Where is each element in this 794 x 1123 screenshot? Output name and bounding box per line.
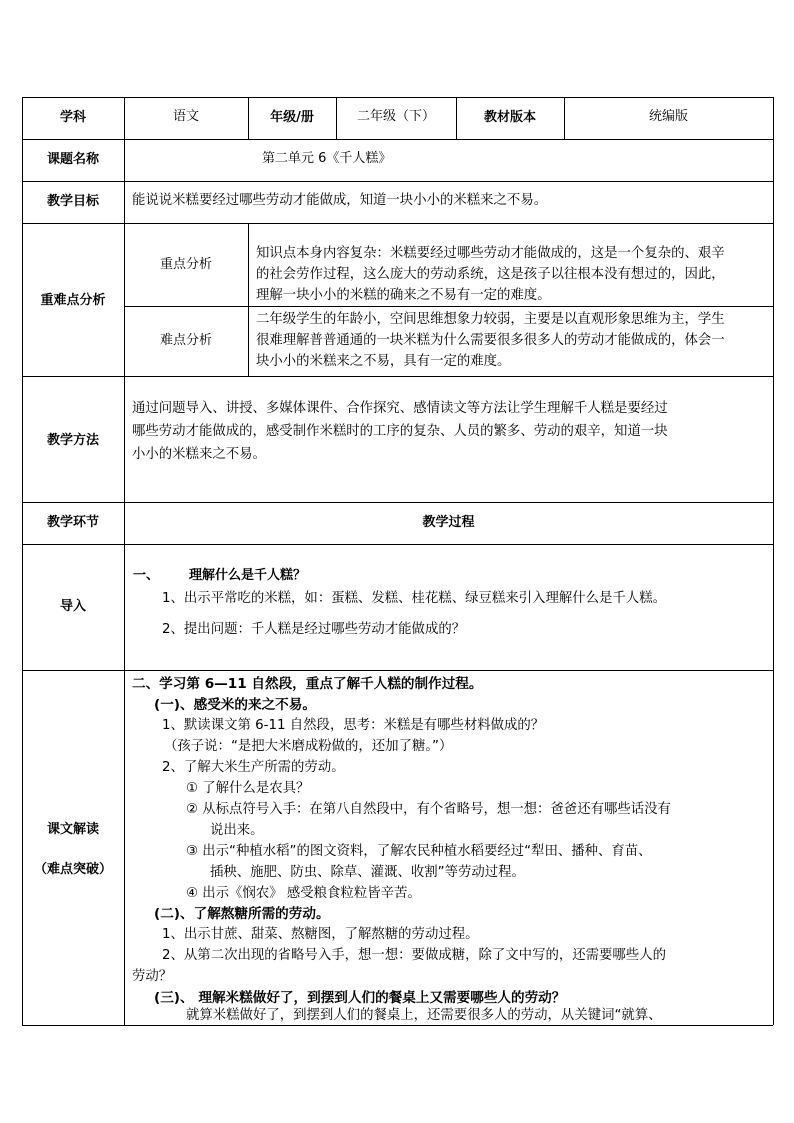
method-text <box>132 397 768 466</box>
topic-label: 课题名称 <box>46 152 99 167</box>
reading-subheading: (二)、了解熬糖所需的劳动。 <box>154 906 330 922</box>
reading-line: 插秧、施肥、防虫、除草、灌溉、收割”等劳动过程。 <box>210 865 525 880</box>
method-line: 小小的米糕来之不易。 <box>132 447 266 462</box>
method-line: 通过问题导入、讲授、多媒体课件、合作探究、感情读文等方法让学生理解千人糕是要经过 <box>132 401 668 416</box>
subject-label: 学科 <box>59 110 86 125</box>
reading-line: 就算米糕做好了，到摆到人们的餐桌上，还需要很多人的劳动，从关键词“就算、 <box>186 1008 662 1023</box>
reading-line: 1、默读课文第 6-11 自然段，思考：米糕是有哪些材料做成的？ <box>162 718 545 733</box>
hard-analysis-label: 难点分析 <box>159 333 212 348</box>
intro-item-2: 2、提出问题：千人糕是经过哪些劳动才能做成的？ <box>162 622 466 637</box>
row-divider <box>22 502 773 503</box>
intro-heading-num: 一、 <box>133 568 160 583</box>
edition-label: 教材版本 <box>483 110 536 125</box>
goal-label: 教学目标 <box>46 194 99 209</box>
reading-line: 1、出示甘蔗、甜菜、熬糖图，了解熬糖的劳动过程。 <box>162 927 479 942</box>
key-analysis-line: 知识点本身内容复杂：米糕要经过哪些劳动才能做成的，这是一个复杂的、艰辛 <box>256 246 725 261</box>
hard-analysis-line: 很难理解普普通通的一块米糕为什么需要很多很多人的劳动才能做成的，体会一 <box>256 333 725 348</box>
process-header: 教学过程 <box>422 515 475 530</box>
reading-line: ② 从标点符号入手：在第八自然段中，有个省略号，想一想：爸爸还有哪些话没有 <box>186 802 671 817</box>
edition-value: 统编版 <box>648 109 688 124</box>
table-right-border <box>773 97 774 1025</box>
hard-analysis-text <box>256 309 768 372</box>
key-analysis-line: 理解一块小小的米糕的确来之不易有一定的难度。 <box>256 288 551 303</box>
table-left-border <box>22 97 23 1025</box>
grade-label: 年级/册 <box>270 110 314 125</box>
row-divider <box>22 544 773 545</box>
reading-line: 2、了解大米生产所需的劳动。 <box>162 760 345 775</box>
key-analysis-text <box>256 243 768 306</box>
difficulty-label: 重难点分析 <box>40 293 106 308</box>
grade-value: 二年级（下） <box>356 109 435 124</box>
col-divider <box>248 223 249 376</box>
row-divider <box>124 306 773 307</box>
reading-label: 课文解读 <box>46 822 99 837</box>
reading-line: ③ 出示“种植水稻”的图文资料，了解农民种植水稻要经过“犁田、播种、育苗、 <box>186 844 652 859</box>
row-divider <box>22 139 773 140</box>
reading-subheading: (一)、感受米的来之不易。 <box>154 697 316 713</box>
reading-line: 说出来。 <box>210 823 264 838</box>
table-top-border <box>22 97 773 98</box>
goal-value: 能说说米糕要经过哪些劳动才能做成，知道一块小小的米糕来之不易。 <box>132 193 548 208</box>
reading-sublabel: （难点突破） <box>33 862 112 877</box>
reading-line: （孩子说：“是把大米磨成粉做的，还加了糖。”） <box>164 739 453 754</box>
col-divider <box>124 97 125 1025</box>
row-divider <box>22 376 773 377</box>
reading-subheading: (三)、 理解米糕做好了，到摆到人们的餐桌上又需要哪些人的劳动？ <box>154 990 566 1006</box>
hard-analysis-line: 块小小的米糕来之不易，具有一定的难度。 <box>256 354 511 369</box>
intro-label: 导入 <box>59 599 86 614</box>
reading-line: ④ 出示《悯农》 感受粮食粒粒皆辛苦。 <box>186 886 421 901</box>
hard-analysis-line: 二年级学生的年龄小，空间思维想象力较弱，主要是以直观形象思维为主，学生 <box>256 312 725 327</box>
reading-section-heading: 二、学习第 6—11 自然段，重点了解千人糕的制作过程。 <box>132 676 483 692</box>
intro-item-1: 1、出示平常吃的米糕，如：蛋糕、发糕、桂花糕、绿豆糕来引入理解什么是千人糕。 <box>162 591 666 606</box>
process-stage-header: 教学环节 <box>46 515 99 530</box>
subject-value: 语文 <box>172 109 199 124</box>
reading-line: 劳动？ <box>132 969 173 984</box>
row-divider <box>22 670 773 671</box>
reading-line: 2、从第二次出现的省略号入手，想一想：要做成糖，除了文中写的，还需要哪些人的 <box>162 948 666 963</box>
reading-line: ① 了解什么是农具？ <box>186 781 310 796</box>
key-analysis-line: 的社会劳作过程，这么庞大的劳动系统，这是孩子以往根本没有想过的，因此， <box>256 267 725 282</box>
topic-value: 第二单元 6《千人糕》 <box>262 151 392 166</box>
method-line: 哪些劳动才能做成的，感受制作米糕时的工序的复杂、人员的繁多、劳动的艰辛，知道一块 <box>132 424 668 439</box>
row-divider <box>22 223 773 224</box>
row-divider <box>22 181 773 182</box>
intro-heading: 理解什么是千人糕？ <box>189 568 307 583</box>
method-label: 教学方法 <box>46 433 99 448</box>
key-analysis-label: 重点分析 <box>159 257 212 272</box>
